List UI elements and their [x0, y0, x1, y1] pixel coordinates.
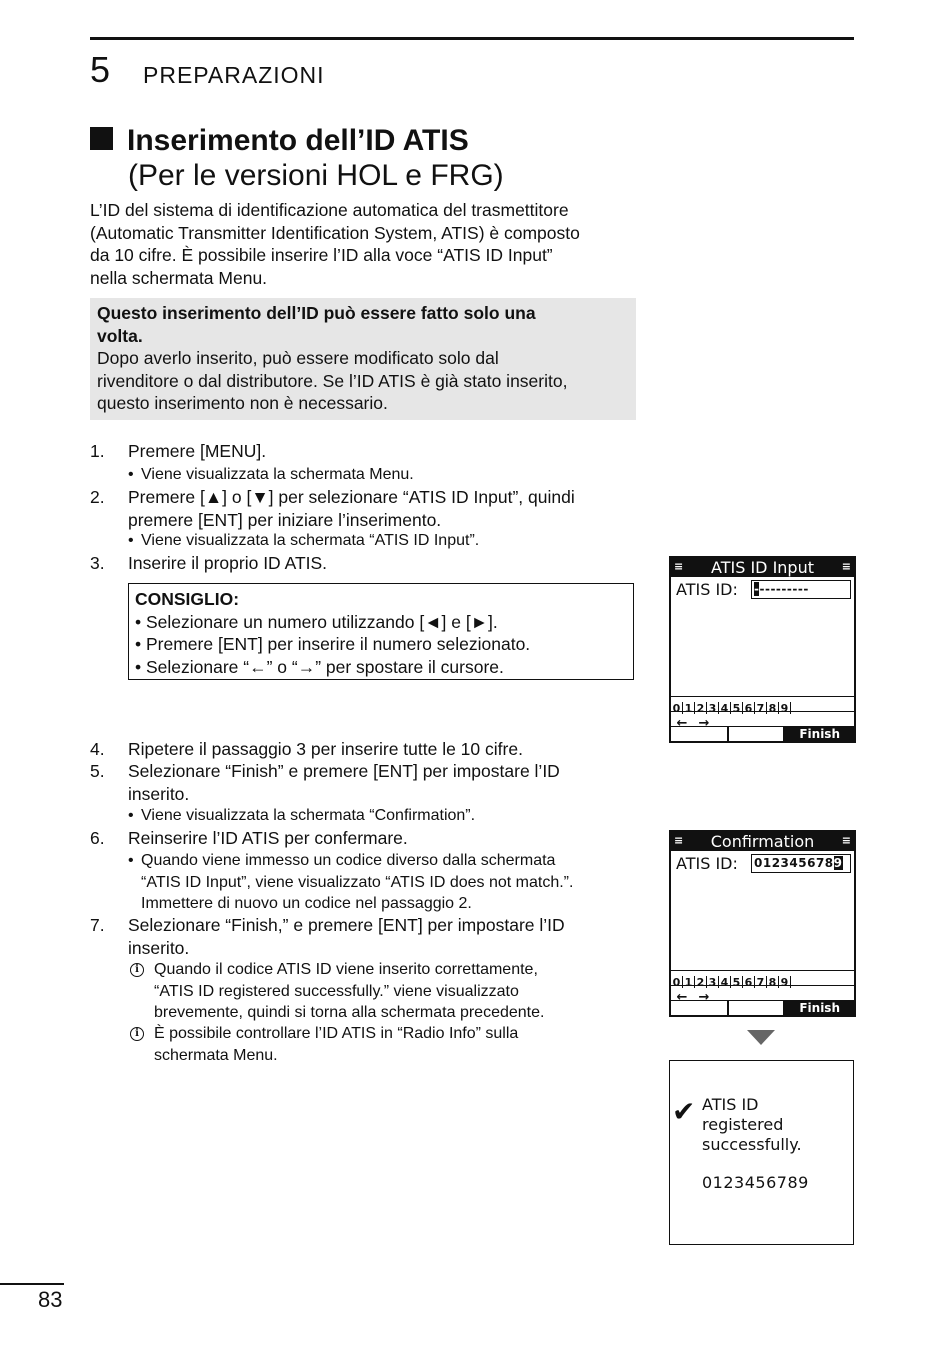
left-arrow-icon[interactable]: ← — [676, 716, 688, 731]
screen-title-bar — [671, 558, 854, 577]
confirmation-screen — [669, 830, 856, 1017]
menu-icon: ≡ — [674, 834, 684, 847]
chapter-number: 5 — [90, 49, 111, 90]
digit-key[interactable]: 5 — [731, 976, 743, 988]
menu-icon: ≡ — [841, 834, 851, 847]
digit-key[interactable]: 7 — [755, 976, 767, 988]
step-number: 3. — [90, 553, 105, 573]
bullet-line: Quando viene immesso un codice diverso dalla schermata — [141, 852, 556, 869]
info-icon: i — [130, 1027, 144, 1041]
intro-line: nella schermata Menu. — [90, 267, 268, 288]
digit-key[interactable]: 7 — [755, 702, 767, 714]
page-number: 83 — [38, 1287, 63, 1312]
atis-id-field — [751, 854, 851, 873]
step-text: Inserire il proprio ID ATIS. — [128, 553, 328, 573]
section-title — [90, 123, 469, 159]
right-arrow-icon[interactable]: → — [698, 716, 710, 731]
atis-id-field — [751, 580, 851, 599]
intro-line: L’ID del sistema di identificazione automatica del trasmettitore — [90, 200, 569, 220]
cursor: 9 — [833, 856, 843, 870]
finish-row — [671, 1000, 854, 1016]
info-icon: i — [130, 963, 144, 977]
intro-paragraph — [90, 199, 650, 289]
digit-row — [671, 696, 854, 715]
menu-icon: ≡ — [841, 560, 851, 573]
step-text: Premere [MENU]. — [128, 441, 267, 461]
bullet-line: Immettere di nuovo un codice nel passaggio 2. — [141, 895, 472, 912]
footer-rule — [0, 1283, 64, 1285]
screen-title: ATIS ID Input — [711, 558, 814, 577]
step-number: 1. — [90, 441, 105, 461]
id-value: 012345678 — [754, 856, 834, 870]
screen-title-bar — [671, 832, 854, 851]
note-line: questo inserimento non è necessario. — [97, 393, 388, 413]
digit-key[interactable]: 0 — [671, 702, 683, 714]
finish-button[interactable]: Finish — [783, 727, 854, 742]
digit-key[interactable]: 0 — [671, 976, 683, 988]
tip-item: • Selezionare “←” o “→” per spostare il cursore. — [135, 656, 504, 677]
success-message: ATIS ID registered successfully. — [702, 1095, 802, 1154]
registered-screen — [669, 1060, 854, 1245]
step-text: Premere [▲] o [▼] per selezionare “ATIS ID Input”, quindi — [128, 487, 575, 507]
digit-row — [671, 970, 854, 989]
digit-key[interactable]: 1 — [683, 976, 695, 988]
step-text: Selezionare “Finish,” e premere [ENT] per impostare l’ID — [128, 915, 565, 935]
intro-line: (Automatic Transmitter Identification System, ATIS) è composto — [90, 222, 580, 243]
warning-note — [90, 298, 636, 420]
step-text: inserito. — [128, 783, 190, 804]
id-placeholder: --------- — [759, 582, 809, 596]
arrow-row — [671, 711, 854, 731]
atis-input-screen — [669, 556, 856, 743]
step-text: Ripetere il passaggio 3 per inserire tutte le 10 cifre. — [128, 739, 523, 759]
digit-key[interactable]: 3 — [707, 976, 719, 988]
digit-key[interactable]: 2 — [695, 702, 707, 714]
header-rule — [90, 37, 854, 40]
section-subtitle: (Per le versioni HOL e FRG) — [128, 159, 504, 192]
digit-key[interactable]: 1 — [683, 702, 695, 714]
digit-key[interactable]: 6 — [743, 976, 755, 988]
digit-key[interactable]: 3 — [707, 702, 719, 714]
bullet-line: “ATIS ID Input”, viene visualizzato “ATIS ID does not match.”. — [141, 873, 574, 891]
digit-key[interactable]: 2 — [695, 976, 707, 988]
step-number: 4. — [90, 739, 105, 759]
digit-key[interactable]: 4 — [719, 702, 731, 714]
down-arrow-icon — [747, 1030, 775, 1045]
digit-key[interactable]: 9 — [779, 976, 791, 988]
right-arrow-icon[interactable]: → — [698, 990, 710, 1005]
finish-button[interactable]: Finish — [783, 1001, 854, 1016]
step-number: 7. — [90, 915, 105, 935]
digit-key[interactable]: 5 — [731, 702, 743, 714]
tip-item: • Selezionare un numero utilizzando [◄] e [►]. — [135, 611, 498, 632]
digit-key[interactable]: 8 — [767, 702, 779, 714]
step-number: 6. — [90, 828, 105, 848]
step-text: Reinserire l’ID ATIS per confermare. — [128, 828, 408, 848]
step-text: Selezionare “Finish” e premere [ENT] per impostare l’ID — [128, 761, 560, 781]
digit-key[interactable]: 4 — [719, 976, 731, 988]
step-number: 5. — [90, 761, 105, 781]
finish-row — [671, 726, 854, 742]
chapter-title: PREPARAZIONI — [143, 62, 325, 88]
digit-key[interactable]: 9 — [779, 702, 791, 714]
menu-icon: ≡ — [674, 560, 684, 573]
intro-line: da 10 cifre. È possibile inserire l’ID alla voce “ATIS ID Input” — [90, 245, 553, 265]
cursor: - — [754, 582, 760, 596]
arrow-row — [671, 985, 854, 1005]
atis-id-label: ATIS ID: — [676, 854, 738, 873]
tip-item: • Premere [ENT] per inserire il numero selezionato. — [135, 634, 531, 654]
digit-key[interactable]: 8 — [767, 976, 779, 988]
step-number: 2. — [90, 487, 105, 507]
screen-title: Confirmation — [710, 832, 815, 851]
square-bullet-icon — [90, 127, 113, 150]
note-line: Dopo averlo inserito, può essere modificato solo dal — [97, 348, 499, 368]
note-bold-line: Questo inserimento dell’ID può essere fatto solo una — [97, 303, 536, 323]
checkmark-icon: ✔ — [672, 1095, 696, 1128]
step-text: inserito. — [128, 937, 190, 958]
note-line: rivenditore o dal distributore. Se l’ID ATIS è già stato inserito, — [97, 370, 568, 391]
section-title-text: Inserimento dell’ID ATIS — [127, 124, 469, 157]
atis-id-label: ATIS ID: — [676, 580, 738, 599]
step-text: premere [ENT] per iniziare l’inserimento. — [128, 509, 442, 530]
tip-box — [128, 583, 634, 680]
tip-heading: CONSIGLIO: — [135, 589, 240, 609]
digit-key[interactable]: 6 — [743, 702, 755, 714]
registered-id-value: 0123456789 — [702, 1173, 809, 1192]
note-bold-line: volta. — [97, 325, 143, 346]
left-arrow-icon[interactable]: ← — [676, 990, 688, 1005]
